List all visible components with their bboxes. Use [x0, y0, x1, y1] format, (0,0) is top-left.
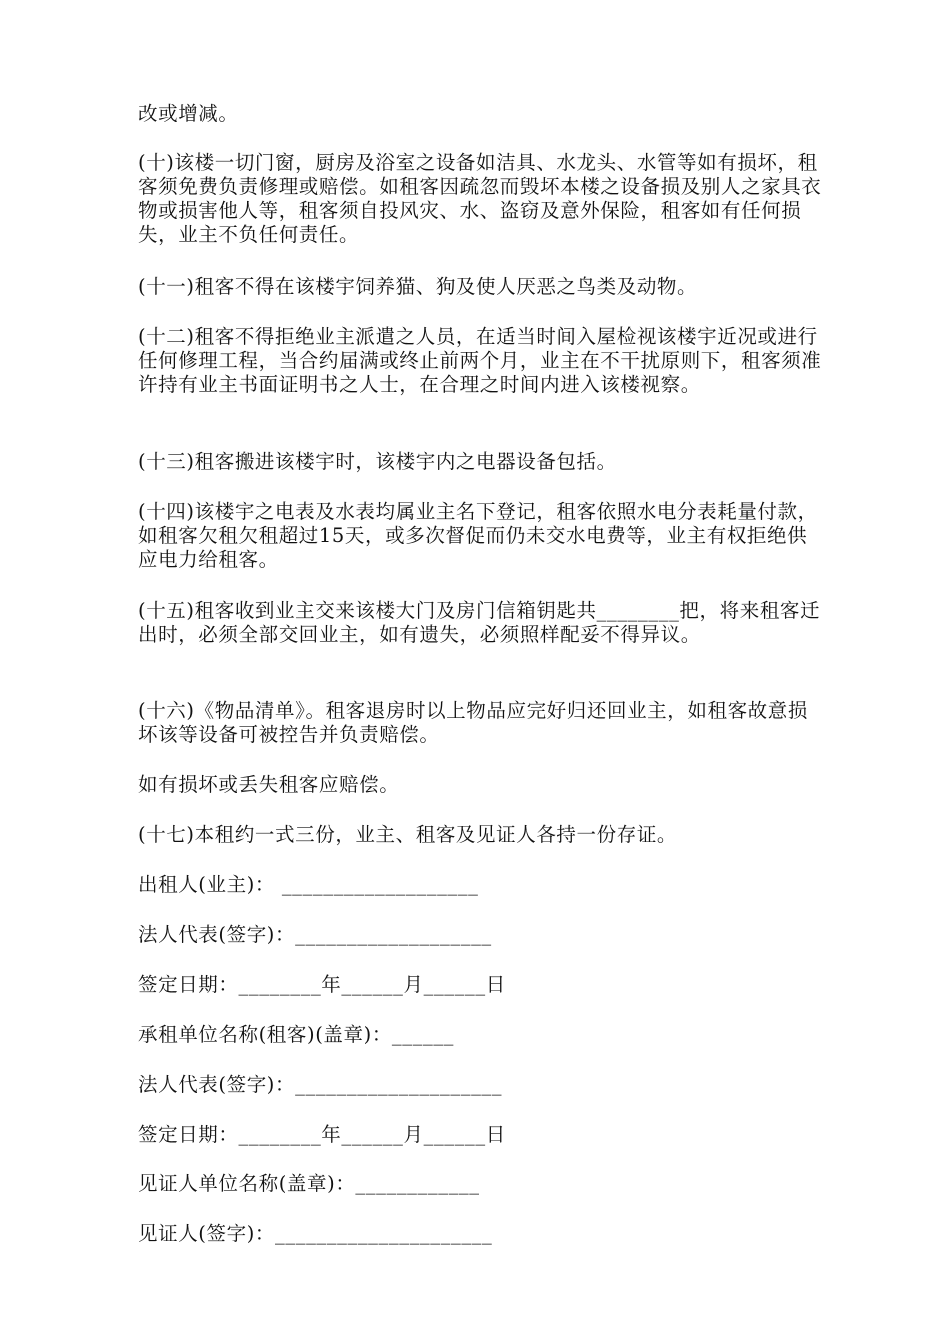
- lessor-representative-line: 法人代表(签字)：___________________: [138, 923, 492, 946]
- damage-note: 如有损坏或丢失租客应赔偿。: [138, 773, 400, 796]
- witness-unit-line: 见证人单位名称(盖章)：____________: [138, 1172, 480, 1195]
- witness-signature-line: 见证人(签字)：_____________________: [138, 1222, 493, 1245]
- clause-13: (十三)租客搬进该楼宇时，该楼宇内之电器设备包括。: [138, 450, 617, 473]
- clause-12: (十二)租客不得拒绝业主派遣之人员，在适当时间入屋检视该楼宇近况或进行任何修理工程，当合约届满或终止前两个月，业主在不干扰原则下，租客须准许持有业主书面证明书之人士，在合理之时间内进入该楼视察。: [138, 325, 822, 396]
- clause-16: (十六)《物品清单》。租客退房时以上物品应完好归还回业主，如租客故意损坏该等设备可被控告并负责赔偿。: [138, 699, 808, 746]
- clause-11: (十一)租客不得在该楼宇饲养猫、狗及使人厌恶之鸟类及动物。: [138, 275, 698, 298]
- lessor-date-line: 签定日期：________年______月______日: [138, 973, 506, 996]
- clause-10: (十)该楼一切门窗，厨房及浴室之设备如洁具、水龙头、水管等如有损坏，租客须免费负责修理或赔偿。如租客因疏忽而毁坏本楼之设备损及别人之家具衣物或损害他人等，租客须自投风灾、水、盗窃及意外保险，租客如有任何损失，业主不负任何责任。: [138, 151, 822, 246]
- clause-17: (十七)本租约一式三份，业主、租客及见证人各持一份存证。: [138, 823, 678, 846]
- lessee-date-line: 签定日期：________年______月______日: [138, 1123, 506, 1146]
- clause-14: (十四)该楼宇之电表及水表均属业主名下登记，租客依照水电分表耗量付款，如租客欠租欠租超过15天，或多次督促而仍未交水电费等，业主有权拒绝供应电力给租客。: [138, 500, 818, 571]
- lessee-representative-line: 法人代表(签字)：____________________: [138, 1073, 503, 1096]
- clause-15: (十五)租客收到业主交来该楼大门及房门信箱钥匙共________把，将来租客迁出时，必须全部交回业主，如有遗失，必须照样配妥不得异议。: [138, 599, 821, 646]
- lessee-name-line: 承租单位名称(租客)(盖章)：______: [138, 1023, 455, 1046]
- paragraph-continuation: 改或增减。: [138, 102, 239, 125]
- lessor-signature-line: 出租人(业主)： ___________________: [138, 873, 479, 896]
